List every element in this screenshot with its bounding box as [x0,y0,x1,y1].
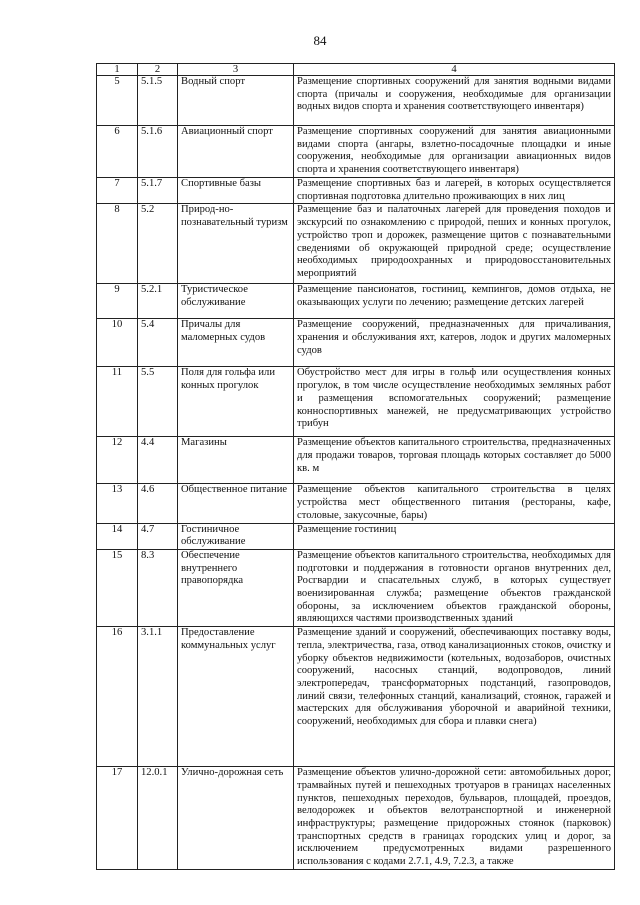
row-number: 8 [97,204,138,284]
table-row [97,284,615,319]
table-row [97,204,615,284]
land-use-name: Причалы для маломерных судов [178,319,294,367]
land-use-name: Поля для гольфа или конных прогулок [178,367,294,437]
zone-code: 5.1.6 [138,126,178,178]
column-number: 2 [138,64,178,76]
table-row [97,523,615,549]
land-use-name: Общественное питание [178,484,294,523]
row-number: 5 [97,76,138,126]
land-use-description: Размещение объектов капитального строительства, предназначенных для продажи товаров, торговая площадь которых составляет до 5000 кв. м [294,437,615,484]
land-use-description: Размещение гостиниц [294,523,615,549]
column-number: 3 [178,64,294,76]
land-use-description: Размещение пансионатов, гостиниц, кемпингов, домов отдыха, не оказывающих услуги по лечению; размещение детских лагерей [294,284,615,319]
land-use-name: Туристическое обслуживание [178,284,294,319]
row-number: 16 [97,627,138,767]
land-use-description: Размещение объектов капитального строительства в целях устройства мест общественного питания (рестораны, кафе, столовые, закусочные, бары) [294,484,615,523]
column-number-row [97,64,615,76]
land-use-description: Обустройство мест для игры в гольф или осуществления конных прогулок, в том числе осуществление необходимых земляных работ и размещения вспомогательных сооружений; размещение конноспортивных манежей, не предусматривающих устройство трибун [294,367,615,437]
zone-code: 5.5 [138,367,178,437]
zone-code: 5.2.1 [138,284,178,319]
column-number: 1 [97,64,138,76]
land-use-description: Размещение спортивных сооружений для занятия авиационными видами спорта (ангары, взлетно-посадочные площадки и иные сооружения, необходимые для организации авиационных видов спорта и хранения соответствующего инвентаря) [294,126,615,178]
zone-code: 5.4 [138,319,178,367]
table-row [97,76,615,126]
table-row [97,178,615,204]
table-row [97,549,615,626]
zone-code: 4.4 [138,437,178,484]
zone-code: 4.7 [138,523,178,549]
row-number: 17 [97,767,138,870]
row-number: 15 [97,549,138,626]
land-use-name: Природ-но-познавательный туризм [178,204,294,284]
land-use-description: Размещение объектов капитального строительства, необходимых для подготовки и поддержания в готовности органов внутренних дел, Росгвардии и спасательных служб, в которых существует военизированная служба; размещение объектов гражданской обороны, за исключением объектов гражданской обороны, являющихся частями производственных зданий [294,549,615,626]
zone-code: 5.1.7 [138,178,178,204]
row-number: 11 [97,367,138,437]
zone-code: 3.1.1 [138,627,178,767]
land-use-description: Размещение баз и палаточных лагерей для проведения походов и экскурсий по ознакомлению с природой, пеших и конных прогулок, устройство троп и дорожек, размещение щитов с познавательными сведениями об окружающей природной среде; осуществление необходимых природоохранных и природовосстановительных мероприятий [294,204,615,284]
table-row [97,767,615,870]
zone-code: 12.0.1 [138,767,178,870]
column-number: 4 [294,64,615,76]
zone-code: 5.1.5 [138,76,178,126]
land-use-name: Гостиничное обслуживание [178,523,294,549]
zone-code: 5.2 [138,204,178,284]
table-row [97,319,615,367]
land-use-name: Улично-дорожная сеть [178,767,294,870]
row-number: 14 [97,523,138,549]
row-number: 13 [97,484,138,523]
land-use-name: Водный спорт [178,76,294,126]
table-row [97,126,615,178]
zone-code: 8.3 [138,549,178,626]
zone-code: 4.6 [138,484,178,523]
land-use-name: Спортивные базы [178,178,294,204]
land-use-description: Размещение спортивных баз и лагерей, в которых осуществляется спортивная подготовка длительно проживающих в них лиц [294,178,615,204]
land-use-description: Размещение зданий и сооружений, обеспечивающих поставку воды, тепла, электричества, газа, отвод канализационных стоков, очистку и уборку объектов недвижимости (котельных, водозаборов, очистных сооружений, насосных станций, водопроводов, линий электропередач, трансформаторных подстанций, газопроводов, линий связи, телефонных станций, канализаций, стоянок, гаражей и мастерских для обслуживания уборочной и аварийной техники, сооружений, необходимых для сбора и плавки снега) [294,627,615,767]
table-row [97,627,615,767]
row-number: 10 [97,319,138,367]
row-number: 6 [97,126,138,178]
table-row [97,437,615,484]
land-use-name: Магазины [178,437,294,484]
row-number: 7 [97,178,138,204]
land-use-name: Обеспечение внутреннего правопорядка [178,549,294,626]
table-row [97,367,615,437]
page-number: 84 [313,33,327,48]
land-use-description: Размещение сооружений, предназначенных для причаливания, хранения и обслуживания яхт, катеров, лодок и других маломерных судов [294,319,615,367]
land-use-description: Размещение объектов улично-дорожной сети: автомобильных дорог, трамвайных путей и пешеходных тротуаров в границах населенных пунктов, пешеходных переходов, бульваров, площадей, проездов, велодорожек и объектов велотранспортной и инженерной инфраструктуры; размещение придорожных стоянок (парковок) транспортных средств в границах городских улиц и дорог, за исключением предусмотренных видами разрешенного использования с кодами 2.7.1, 4.9, 7.2.3, а также [294,767,615,870]
row-number: 9 [97,284,138,319]
land-use-name: Предоставление коммунальных услуг [178,627,294,767]
land-use-name: Авиационный спорт [178,126,294,178]
land-use-table [96,63,615,870]
table-row [97,484,615,523]
land-use-description: Размещение спортивных сооружений для занятия водными видами спорта (причалы и сооружения, необходимые для организации водных видов спорта и хранения соответствующего инвентаря) [294,76,615,126]
row-number: 12 [97,437,138,484]
